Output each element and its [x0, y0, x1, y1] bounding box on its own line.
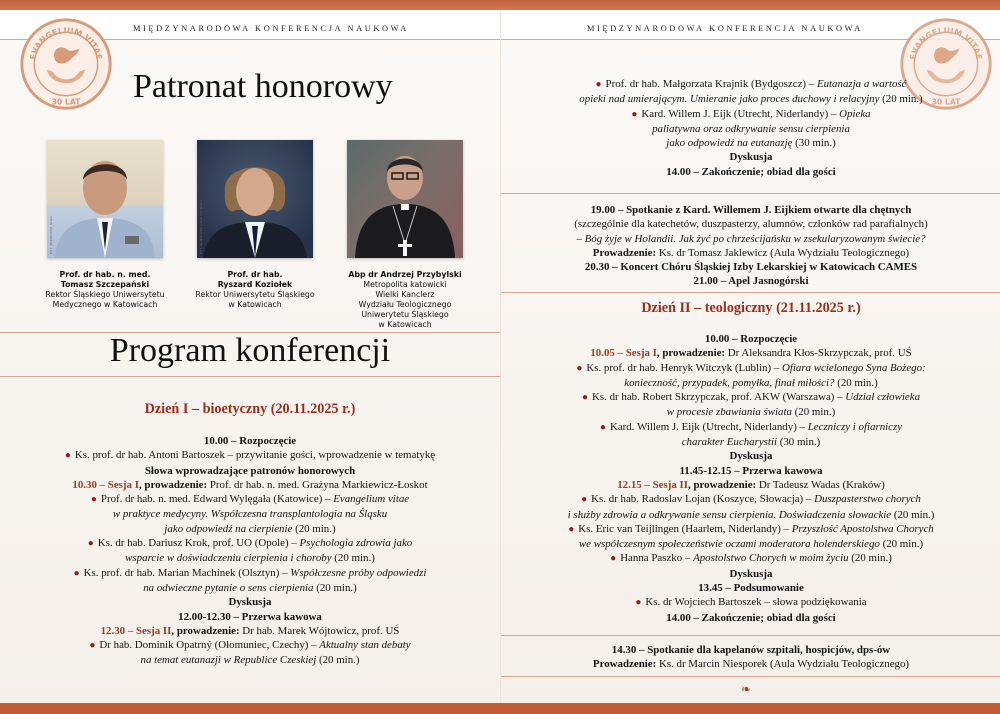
evening-lead: Prowadzenie: Ks. dr Tomasz Jaklewicz (Aula Wydziału Teologicznego): [592, 246, 910, 259]
left-page: [0, 10, 500, 703]
talk-item: ● Hanna Paszko – Apostolstwo Chorych w moim życiu (20 min.): [610, 552, 892, 565]
patron-role: Medycznego w Katowicach: [52, 300, 158, 309]
bullet-icon: ●: [581, 392, 589, 404]
photo-credit: FOT. ARKADIUSZ GOLA: [49, 215, 53, 254]
patron-role: Rektor Uniwersytetu Śląskiego: [195, 290, 315, 299]
patron-role: Wydziału Teologicznego: [358, 300, 452, 309]
talk-item: ● Kard. Willem J. Eijk (Utrecht, Niderlandy) – Opieka: [631, 107, 871, 120]
person-portrait-icon: [347, 140, 463, 258]
bullet-icon: ●: [64, 450, 71, 462]
coffee-break: 11.45-12.15 – Przerwa kawowa: [679, 464, 823, 477]
session-header: 10.05 – Sesja I, prowadzenie: Dr Aleksandra Kłos-Skrzypczak, prof. UŚ: [590, 347, 912, 360]
schedule-item: ● Ks. prof. dr hab. Antoni Bartoszek – przywitanie gości, wprowadzenie w tematykę: [64, 449, 436, 462]
logo-bottom-text: 30 LAT: [931, 97, 961, 107]
patronat-title: Patronat honorowy: [133, 68, 393, 105]
bullet-icon: ●: [87, 538, 94, 550]
patron-name: Ryszard Koziołek: [217, 280, 293, 289]
day2-heading: Dzień II – teologiczny (21.11.2025 r.): [641, 300, 861, 316]
evening-meeting: 19.00 – Spotkanie z Kard. Willemem J. Eijkiem otwarte dla chętnych: [590, 204, 912, 216]
bullet-icon: ●: [90, 494, 97, 506]
patron-role: Wielki Kanclerz: [375, 290, 435, 299]
day2-schedule: 10.00 – Rozpoczęcie 10.05 – Sesja I, prowadzenie: Dr Aleksandra Kłos-Skrzypczak, prof. UŚ ● Ks. prof. dr hab. Henryk Witczyk (Lublin) – Ofiara wcielonego Syna Bożego: konieczność, przypadek, pomyłka, finał miłości? (20 min.) ● Ks. dr hab. Robert Skrzypczak, prof. AKW (Warszawa) – Udział człowieka w procesie zbawiania świata (20 min.) ● Kard. Willem J. Eijk (Utrecht, Niderlandy) – Leczniczy i ofiarniczy charakter Eucharystii (30 min.) Dyskusja 11.45-12.15 – Przerwa kawowa 12.15 – Sesja II, prowadzenie: Dr Tadeusz Wadas (Kraków) ● Ks. dr hab. Radoslav Lojan (Koszyce, Słowacja) – Duszpasterstwo chorych i służby zdrowia a odkrywanie sensu cierpienia. Doświadczenia słowackie (20 min.) ● Ks. Eric van Teijlingen (Haarlem, Niderlandy) – Przyszłość Apostolstwa Chorych we współczesnym społeczeństwie oczami moderatora holenderskiego (20 min.) ● Hanna Paszko – Apostolstwo Chorych w moim życiu (20 min.) Dyskusja 13.45 – Podsumowanie ● Ks. dr Wojciech Bartoszek – słowa podziękowania 14.00 – Zakończenie; obiad dla gości: [501, 332, 1000, 625]
talk-item: ● Prof. dr hab. Małgorzata Krajnik (Bydgoszcz) – Eutanazja a wartość: [595, 78, 907, 90]
evening-topic: – Bóg żyje w Holandii. Jak żyć po chrześcijańsku w zsekularyzowanym świecie?: [576, 232, 926, 245]
right-page: [500, 10, 1000, 703]
talk-item: ● Prof. dr hab. n. med. Edward Wylęgała (Katowice) – Evangelium vitae: [90, 493, 410, 506]
patrons-words: Słowa wprowadzające patronów honorowych: [144, 464, 356, 477]
chaplains-lead: Prowadzenie: Ks. dr Marcin Niesporek (Aula Wydziału Teologicznego): [592, 658, 910, 671]
day1-end: 14.00 – Zakończenie; obiad dla gości: [666, 165, 836, 178]
bullet-icon: ●: [89, 640, 96, 652]
bottom-accent-bar: [0, 703, 1000, 714]
talk-item: ● Ks. prof. dr hab. Marian Machinek (Olsztyn) – Współczesne próby odpowiedzi: [73, 566, 427, 579]
coffee-break: 12.00-12.30 – Przerwa kawowa: [178, 610, 322, 623]
patron-card: [330, 130, 480, 330]
fleuron-ornament-icon: ❧: [741, 682, 752, 696]
bullet-icon: ●: [581, 494, 588, 506]
bullet-icon: ●: [610, 553, 617, 565]
conference-label: MIĘDZYNARODOWA KONFERENCJA NAUKOWA: [133, 24, 409, 33]
summary: 13.45 – Podsumowanie: [698, 582, 804, 595]
session-header: 12.15 – Sesja II, prowadzenie: Dr Tadeusz Wadas (Kraków): [617, 478, 885, 491]
logo-top-text: EVANGELIUM VITAE: [907, 25, 985, 61]
photo-credit: FOT. AGNIESZKA JULIA SZYMALA: [199, 199, 203, 254]
discussion: Dyskusja: [228, 596, 272, 609]
day1-start: 10.00 – Rozpoczęcie: [203, 435, 297, 447]
section-divider: [501, 193, 1000, 194]
patron-photo: [347, 140, 463, 258]
talk-item: ● Ks. Eric van Teijlingen (Haarlem, Niderlandy) – Przyszłość Apostolstwa Chorych: [568, 522, 934, 535]
chaplains-meeting: [501, 643, 1000, 672]
bullet-icon: ●: [635, 597, 642, 609]
session-header: 12.30 – Sesja II, prowadzenie: Dr hab. Marek Wójtowicz, prof. UŚ: [100, 624, 400, 637]
patron-card: [180, 130, 330, 310]
patron-role: Metropolita katowicki: [363, 280, 447, 289]
program-title: Program konferencji: [109, 332, 391, 369]
bullet-icon: ●: [631, 108, 638, 120]
talk-item: ● Ks. dr hab. Robert Skrzypczak, prof. AKW (Warszawa) – Udział człowieka: [581, 391, 921, 404]
conference-label: MIĘDZYNARODOWA KONFERENCJA NAUKOWA: [587, 24, 863, 33]
photo-credit: FOT. KS. ANTONI BARTOSZEK: [349, 205, 353, 254]
patron-role: Uniwerytetu Śląskiego: [361, 310, 449, 319]
talk-item: ● Dr hab. Dominik Opatrný (Ołomuniec, Czechy) – Aktualny stan debaty: [89, 639, 411, 652]
patron-photo: [197, 140, 313, 258]
bullet-icon: ●: [576, 362, 583, 374]
talk-item: ● Kard. Willem J. Eijk (Utrecht, Niderlandy) – Leczniczy i ofiarniczy: [599, 420, 903, 433]
evangelium-vitae-logo-icon: [18, 16, 114, 112]
patron-photo: [47, 140, 163, 258]
day2-end: 14.00 – Zakończenie; obiad dla gości: [666, 611, 836, 624]
talk-item: ● Ks. prof. dr hab. Henryk Witczyk (Lublin) – Ofiara wcielonego Syna Bożego:: [576, 361, 926, 374]
bullet-icon: ●: [599, 421, 606, 433]
top-accent-bar: [0, 0, 1000, 10]
session-header: 10.30 – Sesja I, prowadzenie: Prof. dr hab. n. med. Grażyna Markiewicz-Łoskot: [72, 478, 428, 491]
bullet-icon: ●: [73, 567, 80, 579]
day1-continued: ● Prof. dr hab. Małgorzata Krajnik (Bydgoszcz) – Eutanazja a wartość opieki nad umierającym. Umieranie jako proces duchowy i relacyjny (20 min.) ● Kard. Willem J. Eijk (Utrecht, Niderlandy) – Opieka paliatywna oraz odkrywanie sensu cierpienia jako odpowiedź na eutanazję (30 min.) Dyskusja 14.00 – Zakończenie; obiad dla gości: [501, 77, 1000, 179]
bullet-icon: ●: [568, 523, 575, 535]
talk-item: ● Ks. dr hab. Dariusz Krok, prof. UO (Opole) – Psychologia zdrowia jako: [87, 537, 413, 550]
person-portrait-icon: [47, 140, 163, 258]
patron-name: Tomasz Szczepański: [60, 280, 150, 289]
apel: 21.00 – Apel Jasnogórski: [693, 275, 809, 288]
evening-audience: (szczególnie dla katechetów, duszpasterzy, alumnów, członków rad parafialnych): [574, 218, 928, 231]
section-divider: [501, 635, 1000, 636]
day2-start: 10.00 – Rozpoczęcie: [704, 333, 798, 345]
section-divider: [0, 376, 500, 377]
discussion: Dyskusja: [729, 567, 773, 580]
bullet-icon: ●: [595, 79, 602, 90]
talk-item: ● Ks. dr hab. Radoslav Lojan (Koszyce, Słowacja) – Duszpasterstwo chorych: [581, 493, 921, 506]
discussion: Dyskusja: [729, 151, 773, 164]
patron-title: Prof. dr hab.: [227, 270, 283, 279]
patron-name: Abp dr Andrzej Przybylski: [348, 270, 462, 279]
day1-schedule: 10.00 – Rozpoczęcie ● Ks. prof. dr hab. Antoni Bartoszek – przywitanie gości, wprowadzenie w tematykę Słowa wprowadzające patronów honorowych 10.30 – Sesja I, prowadzenie: Prof. dr hab. n. med. Grażyna Markiewicz-Łoskot ● Prof. dr hab. n. med. Edward Wylęgała (Katowice) – Evangelium vitae w praktyce medycyny. Współczesna transplantologia na Śląsku jako odpowiedź na cierpienie (20 min.) ● Ks. dr hab. Dariusz Krok, prof. UO (Opole) – Psychologia zdrowia jako wsparcie w doświadczeniu cierpienia i choroby (20 min.) ● Ks. prof. dr hab. Marian Machinek (Olsztyn) – Współczesne próby odpowiedzi na odwieczne pytanie o sens cierpienia (20 min.) Dyskusja 12.00-12.30 – Przerwa kawowa 12.30 – Sesja II, prowadzenie: Dr hab. Marek Wójtowicz, prof. UŚ ● Dr hab. Dominik Opatrný (Ołomuniec, Czechy) – Aktualny stan debaty na temat eutanazji w Republice Czeskiej (20 min.): [0, 434, 500, 668]
chaplains-title: 14.30 – Spotkanie dla kapelanów szpitali, hospicjów, dps-ów: [611, 644, 891, 656]
evening-schedule: [501, 203, 1000, 289]
patron-card: [30, 130, 180, 310]
section-divider: [501, 292, 1000, 293]
patron-role: Rektor Śląskiego Uniwersytetu: [45, 290, 165, 299]
patrons-section: [30, 130, 480, 340]
patron-role: w Katowicach: [378, 320, 432, 329]
patron-role: w Katowicach: [228, 300, 282, 309]
schedule-item: ● Ks. dr Wojciech Bartoszek – słowa podziękowania: [635, 596, 867, 609]
logo-top-text: EVANGELIUM VITAE: [27, 25, 105, 61]
person-portrait-icon: [197, 140, 313, 258]
section-divider: [501, 676, 1000, 677]
discussion: Dyskusja: [729, 450, 773, 463]
logo-bottom-text: 30 LAT: [51, 97, 81, 107]
concert: 20.30 – Koncert Chóru Śląskiej Izby Lekarskiej w Katowicach CAMES: [584, 261, 918, 274]
patron-title: Prof. dr hab. n. med.: [59, 270, 151, 279]
day1-heading: Dzień I – bioetyczny (20.11.2025 r.): [144, 401, 356, 417]
